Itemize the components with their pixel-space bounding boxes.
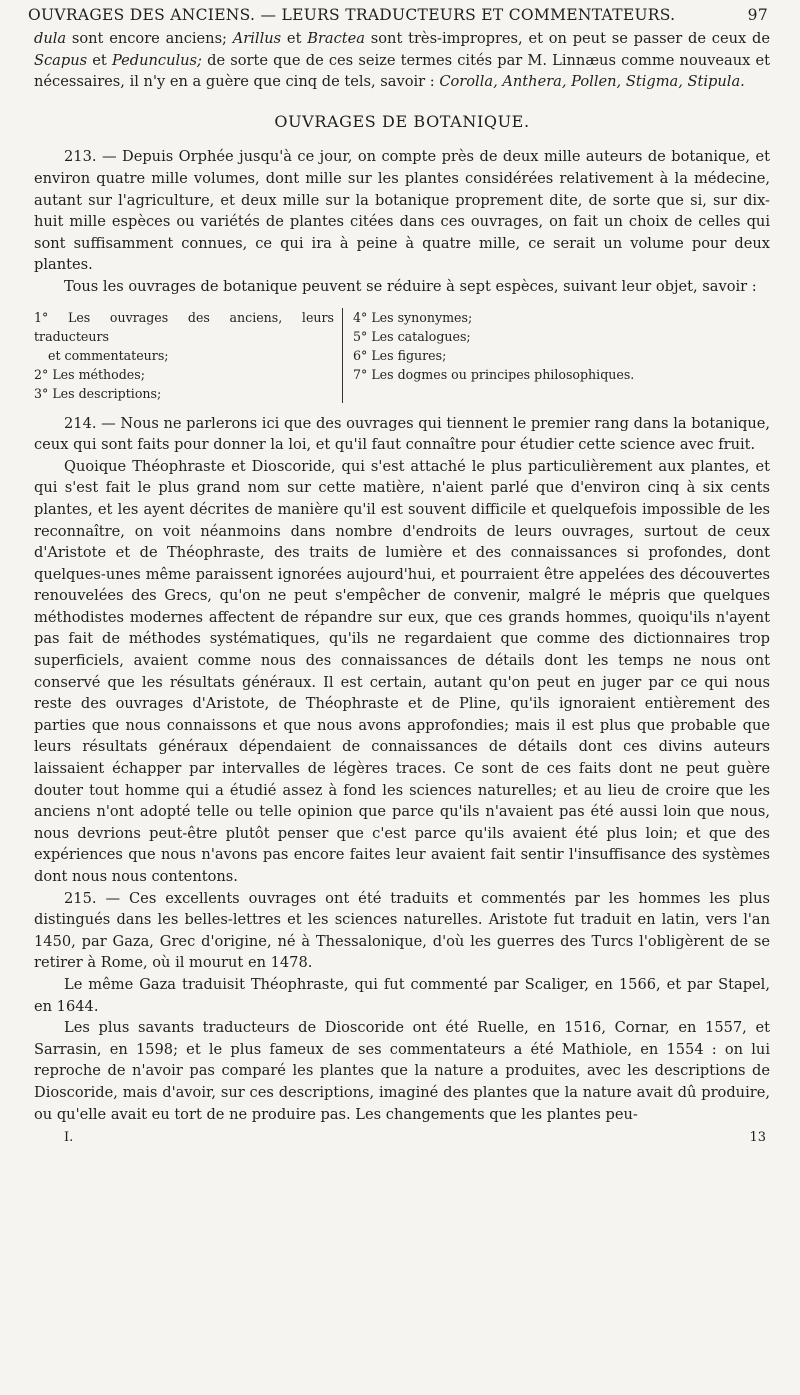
paragraph-gaza: Le même Gaza traduisit Théophraste, qui fut commenté par Scaliger, en 1566, et par Stapel, en 1644. xyxy=(34,975,770,1015)
paragraph-215: 215. — Ces excellents ouvrages ont été traduits et commentés par les hommes les plus distingués dans les belles-lettres et les sciences naturelles. Aristote fut traduit en latin, vers l'an 1450, par Gaza, Grec d'origine, né à Thessalonique, d'où les guerres des Turcs l'obligèrent de se retirer à Rome, où il mourut en 1478. xyxy=(34,889,770,972)
running-title: OUVRAGES DES ANCIENS. — LEURS TRADUCTEURS ET COMMENTATEURS. xyxy=(28,6,676,24)
categories-list-right xyxy=(343,308,642,403)
paragraph-213: 213. — Depuis Orphée jusqu'à ce jour, on compte près de deux mille auteurs de botanique, et environ quatre mille volumes, dont mille sur les plantes considérées relativement à la médecine, autant sur l'agriculture, et deux mille sur la botanique proprement dite, de sorte que si, sur dix-huit mille espèces ou variétés de plantes citées dans ces ouvrages, on fait un choix de celles qui sont suffisamment connues, ce qui ira à peine à quatre mille, ce serait un volume pour deux plantes. xyxy=(34,148,770,274)
page-body xyxy=(34,28,770,1149)
signature-mark: I. xyxy=(64,1130,74,1146)
sheet-number: 13 xyxy=(749,1130,766,1146)
intro-text-4: et xyxy=(87,51,112,69)
running-header xyxy=(28,6,768,24)
intro-text-1: sont encore anciens; xyxy=(66,30,233,47)
page-number: 97 xyxy=(747,6,768,24)
intro-italic-2: Arillus xyxy=(232,30,282,47)
intro-italic-6: Corolla, Anthera, Pollen, Stigma, Stipula. xyxy=(439,73,745,91)
categories-list-left xyxy=(34,308,343,403)
intro-text-5: de sorte que de ces seize termes cités par M. Linnæus comme nouveaux et nécessaires, il n'y en a guère que cinq de tels, savoir : xyxy=(34,51,771,91)
intro-italic-5: Pedunculus; xyxy=(111,51,202,69)
list-item: 2° Les méthodes; xyxy=(34,366,145,382)
list-item: 3° Les descriptions; xyxy=(34,385,162,401)
list-item: 1° Les ouvrages des anciens, leurs traducteurs xyxy=(34,309,334,344)
paragraph-traducteurs: Les plus savants traducteurs de Dioscoride ont été Ruelle, en 1516, Cornar, en 1557, et Sarrasin, en 1598; et le plus fameux de ses commentateurs a été Mathiole, en 1554 : on lui reproche de n'avoir pas comparé les plantes que la nature a produites, avec les descriptions de Dioscoride, mais d'avoir, sur ces descriptions, imaginé des plantes que la nature avait dû produire, ou qu'elle avait eu tort de ne produire pas. Les changements que les plantes peu- xyxy=(34,1019,770,1123)
list-item: 6° Les figures; xyxy=(353,347,447,363)
section-title: OUVRAGES DE BOTANIQUE. xyxy=(274,111,530,131)
list-item: 4° Les synonymes; xyxy=(353,309,473,325)
intro-italic-3: Bractea xyxy=(307,30,365,47)
paragraph-tous: Tous les ouvrages de botanique peuvent se réduire à sept espèces, suivant leur objet, savoir : xyxy=(64,277,757,295)
categories-list xyxy=(34,308,770,403)
intro-text-3: sont très-impropres, et on peut se passer de ceux de xyxy=(365,30,770,47)
intro-italic-1: dula xyxy=(34,30,67,47)
page-footer xyxy=(34,1127,770,1149)
list-item: et commentateurs; xyxy=(48,347,169,363)
intro-paragraph xyxy=(34,28,770,93)
intro-italic-4: Scapus xyxy=(34,51,88,69)
list-item: 5° Les catalogues; xyxy=(353,328,471,344)
paragraph-quoique: Quoique Théophraste et Dioscoride, qui s'est attaché le plus particulièrement aux plantes, et qui s'est fait le plus grand nom sur cette matière, n'aient parlé que d'environ cinq à six cents plantes, et les ayent décrites de manière qu'il est souvent difficile et quelquefois impossible de les reconnaître, on voit néanmoins dans nombre d'endroits de leurs ouvrages, surtout de ceux d'Aristote et de Théophraste, des traits de lumière et des connaissances si profondes, dont quelques-unes même paraissent ignorées aujourd'hui, et pourraient être appelées des découvertes renouvelées des Grecs, qu'on ne peut s'empêcher de convenir, malgré le mépris que quelques méthodistes modernes affectent de répandre sur eux, que ces grands hommes, quoiqu'ils n'ayent pas fait de méthodes systématiques, qu'ils ne regardaient que comme des dictionnaires trop superficiels, avaient comme nous des connaissances de détails dont les temps ne nous ont conservé que les résultats généraux. Il est certain, autant qu'on peut en juger par ce qui nous reste des ouvrages d'Aristote, de Théophraste et de Pline, qu'ils ignoraient entièrement des parties que nous connaissons et que nous avons approfondies; mais il est plus que probable que leurs résultats généraux dépendaient de connaissances de détails dont ces divins auteurs laissaient échapper par intervalles de légères traces. Ce sont de ces faits dont ne peut guère douter tout homme qui a étudié assez à fond les sciences naturelles; et au lieu de croire que les anciens n'ont adopté telle ou telle opinion que parce qu'ils n'avaient pas été aussi loin que nous, nous devrions peut-être plutôt penser que c'est parce qu'ils avaient été plus loin; et que des expériences que nous n'avons pas encore faites leur avaient fait sentir l'insuffisance des systèmes dont nous nous contentons. xyxy=(34,457,770,885)
intro-text-2: et xyxy=(281,30,308,47)
paragraph-214: 214. — Nous ne parlerons ici que des ouvrages qui tiennent le premier rang dans la botanique, ceux qui sont faits pour donner la loi, et qu'il faut connaître pour étudier cette science avec fruit. xyxy=(34,414,770,454)
list-item: 7° Les dogmes ou principes philosophiques. xyxy=(353,366,635,382)
